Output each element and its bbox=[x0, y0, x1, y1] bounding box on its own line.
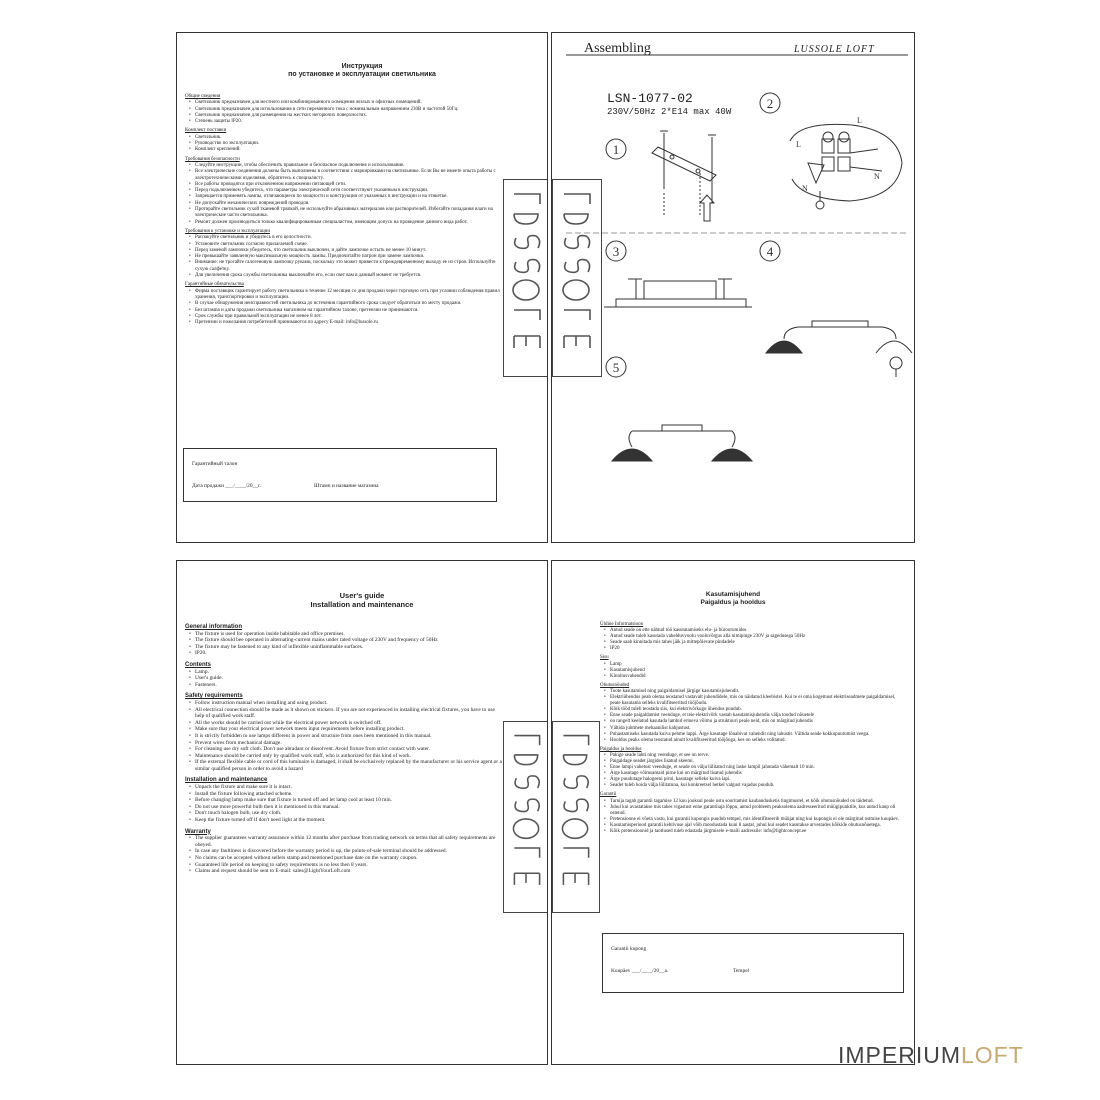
bullet-item: • Seade saab kinnitada mis tahes jäik ja mittepõlevate pindadele bbox=[600, 640, 900, 646]
bullet-item: • Paigaldage seadet järgides lisatud skeemi. bbox=[600, 759, 900, 765]
bullet-item: • Guaranteed life period on keeping to safety requirements is no less then 8 years. bbox=[185, 862, 505, 869]
bullet-item: • Не допускайте механических повреждений проводов. bbox=[185, 201, 505, 207]
section-heading: Installation and maintenance bbox=[185, 777, 268, 784]
bullet-item: • Seadet tuleb hoida välja lülitatuna, kui konkreetsel hetkel valgust vajadus puudub. bbox=[600, 783, 900, 789]
section-heading: Общие сведения bbox=[185, 94, 221, 99]
wire-label-n2: N bbox=[874, 172, 880, 181]
bullet-item: • Make sure that your electrical power network meets input requirements before installing product. bbox=[185, 726, 505, 733]
section-heading: Sisu bbox=[600, 655, 609, 661]
bullet-item: • Elektriühendus peab olema teostatud vastavalt juhendidele, mis on näidatud kleebistel. Kui te ei oma kogemust elektriseadmete paigaldamisel, peate kasutama selleks kvalifitseeritud tööjõudu. bbox=[600, 695, 900, 707]
ru-coupon-date: Дата продажи ___/____/20__г. bbox=[192, 483, 261, 489]
bullet-item: • Kõik tööd tuleb teostada siis, kui elektrivõrkugu ühendus puudub. bbox=[600, 707, 900, 713]
bullet-item: • Все работы проводятся при отключенном напряжении питающей сети. bbox=[185, 182, 505, 188]
bullet-item: • Install the fixture following attached scheme. bbox=[185, 791, 505, 798]
lussole-vertical-logo-4 bbox=[552, 721, 600, 913]
bullet-item: • Kasutamisperiood garantii kehtivuse ajal võib moodustada kuni 8 aastat, juhul kui seadet kasutakse arvestades kõikide ohutusnõuetega. bbox=[600, 823, 900, 829]
section-heading: Safety requirements bbox=[185, 693, 243, 700]
bullet-item: • Следуйте инструкции, чтобы обеспечить правильное и безопасное подключение и использование. bbox=[185, 163, 505, 169]
step-1-label: 1 bbox=[612, 142, 620, 157]
et-coupon-date: Kuupäev ___/____/20__a. bbox=[611, 968, 669, 974]
ru-text-body bbox=[185, 91, 505, 326]
section-4 bbox=[600, 792, 900, 835]
section-2 bbox=[185, 693, 505, 772]
bullet-item: • Степень защиты IP20. bbox=[185, 119, 505, 125]
step-3-label: 3 bbox=[612, 244, 620, 259]
lussole-logo-graphic bbox=[553, 722, 599, 912]
section-heading: Contents bbox=[185, 661, 211, 668]
bullet-item: • The supplier guarantees warranty assurance within 12 months after purchase from trading network on terms that all safety requirements are obeyed. bbox=[185, 835, 505, 848]
section-1 bbox=[185, 662, 505, 688]
bullet-item: • No claims can be accepted without sellers stamp and mentioned purchase date on the warranty coupon. bbox=[185, 855, 505, 862]
bullet-item: • The fixture should bee operated in alternating-current mains under rated voltage of 230V and frequency of 50Hz bbox=[185, 637, 505, 644]
lussole-logo-graphic bbox=[504, 180, 548, 376]
bullet-item: • Распакуйте светильник и убедитесь в его целостности. bbox=[185, 235, 505, 241]
bullet-item: • Before changing lamp make sure that fixture is turned off and let lamp cool at least 10 min. bbox=[185, 797, 505, 804]
bullet-item: • It is strictly forbidden to use lamps different in power and structure from ones been mentioned in this manual. bbox=[185, 733, 505, 740]
section-heading: Warranty bbox=[185, 828, 211, 835]
section-0 bbox=[185, 624, 505, 657]
et-title: Kasutamisjuhend Paigaldus ja hooldus bbox=[700, 591, 766, 606]
bullet-item: • Руководство по эксплуатации. bbox=[185, 141, 505, 147]
section-1 bbox=[600, 655, 900, 679]
bullet-item: • Светильник. bbox=[185, 135, 505, 141]
section-3 bbox=[600, 747, 900, 790]
bullet-item: • В случае обнаружения неисправностей светильника до истечения гарантийного срока следует обратиться по месту продажи. bbox=[185, 301, 505, 307]
et-text-body bbox=[600, 619, 900, 835]
bullet-item: • If the external flexible cable or cord of this luminaire is damaged, it shall be exclusively replaced by the manufacturer or his service agent or a similar qualified person in order to avoid a hazard bbox=[185, 759, 505, 772]
ceiling-plate-diagram bbox=[604, 279, 752, 307]
bullet-item: • Enne lampi vahetust veenduge, et seade on välja lülitatud ning laske lampil jahutada vähemalt 10 min. bbox=[600, 765, 900, 771]
bullet-item: • Unpack the fixture and make sure it is intact. bbox=[185, 784, 505, 791]
section-2 bbox=[185, 157, 505, 226]
bullet-item: • Follow instruction manual when installing and using product. bbox=[185, 700, 505, 707]
section-4 bbox=[185, 829, 505, 875]
section-3 bbox=[185, 777, 505, 823]
bullet-item: • Fasteners. bbox=[185, 682, 505, 689]
english-instructions-page bbox=[176, 560, 548, 1065]
bullet-item: • Don't touch halogen bulb, use dry cloth. bbox=[185, 810, 505, 817]
section-heading: General information bbox=[185, 624, 243, 630]
wire-label-l1: L bbox=[796, 140, 801, 149]
assembling-title: Assembling bbox=[584, 41, 651, 56]
lussole-vertical-logo-3 bbox=[503, 721, 548, 913]
section-4 bbox=[185, 282, 505, 326]
section-heading: Требования к установке и эксплуатации bbox=[185, 228, 270, 234]
bullet-item: • Светильник предназначен для размещения на жестких негорючих поверхностях. bbox=[185, 113, 505, 119]
bullet-item: • Pretensioone ei võeta vastu, kui garantii kupongis puudub tempel, mis identifitseerib müüjat ning kui kupongis ei ole märgitud ostmise kuupäev. bbox=[600, 817, 900, 823]
section-heading: Требования безопасности bbox=[185, 156, 240, 162]
section-0 bbox=[600, 622, 900, 652]
bullet-item: • Установите светильник согласно прилагаемой схеме. bbox=[185, 242, 505, 248]
lussole-vertical-logo bbox=[503, 179, 548, 377]
bullet-item: • Juhul kui avastatakse mis tahes vigastust enne garantiiaja lõppu, antud probleem peaksolema aadresseeritud müügipunktile, kus antud kaup oli ostetud. bbox=[600, 805, 900, 817]
section-0 bbox=[185, 94, 505, 125]
en-text-body bbox=[185, 619, 505, 875]
bullet-item: • Claims and request should be sent to E-mail: sales@LightYourLoft.com bbox=[185, 868, 505, 875]
bullet-item: • Kinnitusvahendid bbox=[600, 674, 900, 680]
bullet-item: • Antud seade on ette nähtud töö kasutatamiseks elu- ja büroorumides bbox=[600, 628, 900, 634]
step-2-label: 2 bbox=[766, 96, 774, 111]
brand-logo: LUSSOLE LOFT bbox=[794, 44, 875, 55]
bullet-item: • All electrical connection should be made as it shown on stickers. If you are not experienced in installing electrical fixtures, you have to use help of qualified work staff. bbox=[185, 707, 505, 720]
et-coupon-title: Garantii kupong bbox=[611, 946, 647, 952]
assembled-fixture-diagram bbox=[612, 425, 752, 461]
bullet-item: • Внимание: не трогайте галогеновую лампочку руками, поскольку это может привести к преждевременному выходу ее из строя. Используйте сухую салфетку. bbox=[185, 260, 505, 273]
ru-title: Инструкция по установке и эксплуатации светильника bbox=[288, 63, 436, 78]
wiring-diagram bbox=[790, 124, 902, 209]
bullet-item: • Перед заменой лампочки убедитесь, что светильник выключен, и дайте лампочке остыть не менее 10 минут. bbox=[185, 248, 505, 254]
bullet-item: • Перед подключением убедитесь, что параметры электрической сети соответствуют указанным в инструкции. bbox=[185, 188, 505, 194]
section-heading: Garantii bbox=[600, 792, 617, 798]
bullet-item: • Не превышайте заявленную максимальную мощность лампы. Предпочитайте патрон при замене лампочки. bbox=[185, 254, 505, 260]
bullet-item: • Срок службы при правильной эксплуатации не менее 8 лет. bbox=[185, 314, 505, 320]
bullet-item: • All the works should be carried out while the electrical power network is switched off. bbox=[185, 720, 505, 727]
section-1 bbox=[185, 128, 505, 153]
bullet-item: • Все электрические соединения должны быть выполнены в соответствии с маркировками на светильнике. Если Вы не имеете опыта работы с электротехническими изделиями, обратитесь к специалисту. bbox=[185, 169, 505, 182]
section-2 bbox=[600, 683, 900, 744]
bullet-item: • Претензии и пожелания потребителей принимаются по адресу E-mail: info@lussole.ru bbox=[185, 320, 505, 326]
estonian-instructions-page bbox=[551, 560, 915, 1065]
et-warranty-coupon bbox=[602, 933, 904, 993]
bullet-item: • Протирайте светильник сухой тканевой тряпкой, не используйте абразивных материалов или растворителей. Избегайте попадания влаги на электрические части светильника. bbox=[185, 207, 505, 220]
imperiumloft-watermark: IMPERIUMLOFT bbox=[838, 1042, 1024, 1068]
electrical-spec: 230V/50Hz 2*E14 max 40W bbox=[607, 107, 732, 117]
section-heading: Paigaldus ja hooldus bbox=[600, 746, 642, 752]
bullet-item: • Kasutamisjuhend bbox=[600, 668, 900, 674]
bullet-item: • User's guide. bbox=[185, 675, 505, 682]
bullet-item: • Без штампа и даты продажи светильника магазином на гарантийном талоне, претензии не принимаются. bbox=[185, 308, 505, 314]
bullet-item: • Комплект креплений. bbox=[185, 147, 505, 153]
bullet-item: • Hooldus peaks olema teostatud ainult kvalifitseeritud tööjõuga, kes on selleks volitatud. bbox=[600, 738, 900, 744]
bullet-item: • The fixture may be fastened to any kind of inflexible uninflammable surfaces. bbox=[185, 644, 505, 651]
lussole-logo-graphic bbox=[504, 722, 548, 912]
bullet-item: • Enne seade paigaldamist veenduge, et teie elektrivõrk vastab kasutamisjuhendis välja toodud nõuetele bbox=[600, 713, 900, 719]
model-number: LSN-1077-02 bbox=[607, 91, 693, 106]
bullet-item: • Vältida juhtmete mehaanilist kahjustust. bbox=[600, 726, 900, 732]
fixture-with-bulb-diagram bbox=[766, 321, 912, 377]
wire-label-n1: N bbox=[802, 184, 808, 193]
bullet-item: • Lamp bbox=[600, 662, 900, 668]
bullet-item: • IP20. bbox=[185, 650, 505, 657]
russian-instructions-page bbox=[176, 32, 548, 543]
en-title: User's guide Installation and maintenance bbox=[310, 591, 414, 609]
bullet-item: • Lamp. bbox=[185, 669, 505, 676]
bullet-item: • Светильник предназначен для местного или комбинированного освещения жилых и офисных помещений. bbox=[185, 100, 505, 106]
bullet-item: • Запрещается применять лампы, отличающиеся по мощности и конструкции от указанных в инструкции и на этикетке. bbox=[185, 194, 505, 200]
bullet-item: • IP20 bbox=[600, 646, 900, 652]
bullet-item: • Ärge puudutage halogeeni pirni, kasutage selleks kuiva lapi. bbox=[600, 777, 900, 783]
section-heading: Üldine Informatsioon bbox=[600, 622, 644, 627]
wire-label-l2: L bbox=[857, 116, 862, 125]
step-5-label: 5 bbox=[612, 360, 620, 375]
et-coupon-stamp: Tempel bbox=[733, 968, 750, 974]
section-heading: Комплект поставки bbox=[185, 128, 227, 134]
bullet-item: • Keep the fixture turned off if don't need light at the moment. bbox=[185, 817, 505, 824]
bullet-item: • Светильник предназначен для использования в сети переменного тока с номинальным напряжением 230В и частотой 50Гц. bbox=[185, 107, 505, 113]
bullet-item: • In case any faultiness is discovered before the warranty period is up, the points-of-sale terminal should be addressed. bbox=[185, 848, 505, 855]
bullet-item: • Tarnija tagab garantii tagamise 12 kuu jooksul peale ostu sooritamist kaubandusketis tingimustel, et kõik ohutusnõuded on täidetud. bbox=[600, 799, 900, 805]
bullet-item: • The fixture is used for operation inside habitable and office premises. bbox=[185, 631, 505, 638]
assembly-diagrams bbox=[552, 33, 915, 543]
assembly-page bbox=[551, 32, 915, 543]
step-4-label: 4 bbox=[766, 244, 774, 259]
bullet-item: • Do not use more powerful bulb then it is mentioned in this manual. bbox=[185, 804, 505, 811]
mounting-bracket-diagram bbox=[652, 131, 716, 221]
bullet-item: • Pakige seade lahti ning veenduge, et see on terve. bbox=[600, 753, 900, 759]
bullet-item: • Фирма поставщик гарантирует работу светильника в течение 12 месяцев со дня продажи через торговую сеть при условии соблюдения правил хранения, транспортировки и эксплуатации. bbox=[185, 289, 505, 302]
bullet-item: • Kõik pretensioonid ja taotlused tuleb edastada järgmisele e-maili aadressile: info@lightconcept.ee bbox=[600, 829, 900, 835]
ru-coupon-stamp: Штамп и название магазина bbox=[314, 483, 379, 489]
bullet-item: • Ärge kasutage võimsamaid pirne kui on märgitud lisatud juhendis bbox=[600, 771, 900, 777]
ru-warranty-coupon bbox=[183, 448, 497, 502]
bullet-item: • Ремонт должен производиться только квалифицированным специалистом, имеющим допуск на проведение данного вида работ. bbox=[185, 220, 505, 226]
section-3 bbox=[185, 229, 505, 279]
ru-coupon-title: Гарантийный талон bbox=[192, 461, 238, 467]
section-heading: Гарантийные обязательства bbox=[185, 282, 244, 288]
bullet-item: • Prevent wires from mechanical damage. bbox=[185, 740, 505, 747]
bullet-item: • Maintenance should be carried only by qualified work staff, who is authorized for this kind of work. bbox=[185, 753, 505, 760]
bullet-item: • Puhastamiseks kasutada kuiva pehme lappi. Ärge kasutage lõuabivat vahendit ning lahustit. Vältida seade kokkupuutumist veega. bbox=[600, 732, 900, 738]
bullet-item: • on rangelt keelatud kasutada lambid erineva võimu ja struktuuri peale neid, mis on märgitud juhendis bbox=[600, 719, 900, 725]
bullet-item: • Antud seade tuleb kasutada vahelduvvoolu vooluvõrgus alla nimipinge 230V ja sagedusega 50Hz bbox=[600, 634, 900, 640]
bullet-item: • Toote kasutamisel ning paigaldamisel järgige kasutamisjuhendit. bbox=[600, 689, 900, 695]
bullet-item: • For cleaning use dry soft cloth. Don't use abradant or dissolvent. Avoid fixture from strict contact with water. bbox=[185, 746, 505, 753]
section-heading: Ohutusnõuded bbox=[600, 682, 630, 688]
bullet-item: • Для увеличения срока службы светильника выключайте его, если свет вам в данный момент не требуется. bbox=[185, 273, 505, 279]
